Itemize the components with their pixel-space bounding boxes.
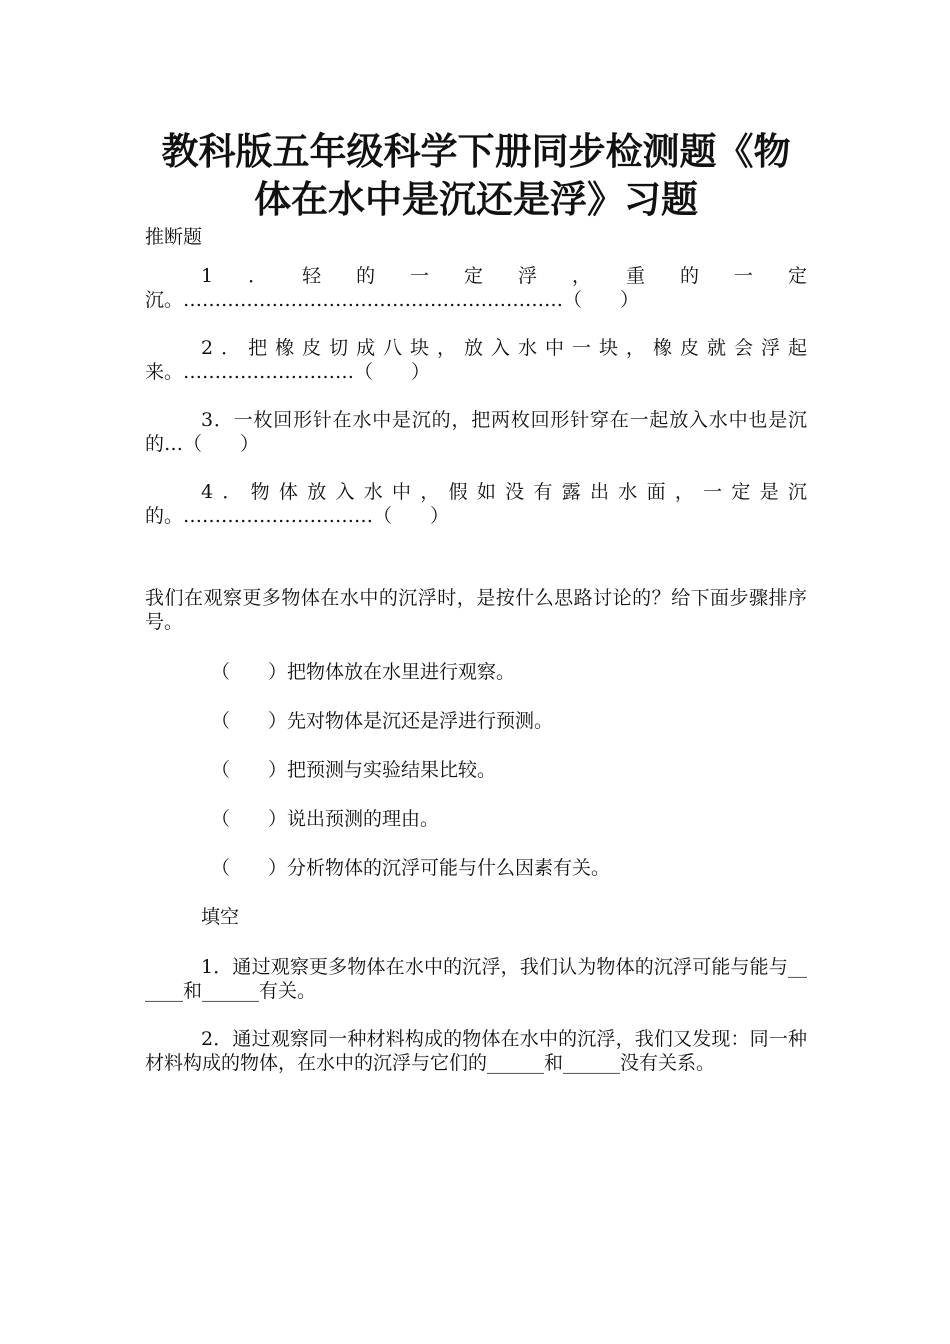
judgement-question-3: 3．一枚回形针在水中是沉的，把两枚回形针穿在一起放入水中也是沉的…（ ） (145, 409, 807, 455)
ordering-step-3: （ ）把预测与实验结果比较。 (211, 759, 497, 781)
ordering-step-2: （ ）先对物体是沉还是浮进行预测。 (211, 710, 554, 732)
document-page (145, 128, 807, 1075)
judgement-question-2: 2．把橡皮切成八块，放入水中一块，橡皮就会浮起来。………………………（ ） (145, 337, 807, 383)
fill-section-label: 填空 (201, 906, 240, 928)
judgement-question-1: 1．轻的一定浮，重的一定沉。……………………………………………………（ ） (145, 265, 807, 311)
judgement-question-4: 4．物体放入水中，假如没有露出水面，一定是沉的。…………………………（ ） (145, 481, 807, 527)
fill-questions (145, 955, 807, 1075)
ordering-step-5: （ ）分析物体的沉浮可能与什么因素有关。 (211, 857, 611, 879)
fill-question-2: 2．通过观察同一种材料构成的物体在水中的沉浮，我们又发现：同一种材料构成的物体，在水中的沉浮与它们的______和______没有关系。 (145, 1028, 807, 1074)
ordering-step-1: （ ）把物体放在水里进行观察。 (211, 661, 516, 683)
ordering-steps (145, 660, 807, 880)
judgement-section-label: 推断题 (145, 226, 203, 248)
judgement-questions (145, 264, 807, 528)
ordering-step-4: （ ）说出预测的理由。 (211, 808, 440, 830)
document-title: 教科版五年级科学下册同步检测题《物体在水中是沉还是浮》习题 (161, 130, 791, 221)
fill-question-1: 1．通过观察更多物体在水中的沉浮，我们认为物体的沉浮可能与能与______和______有关。 (145, 956, 807, 1002)
ordering-prompt: 我们在观察更多物体在水中的沉浮时，是按什么思路讨论的？给下面步骤排序号。 (145, 587, 807, 633)
